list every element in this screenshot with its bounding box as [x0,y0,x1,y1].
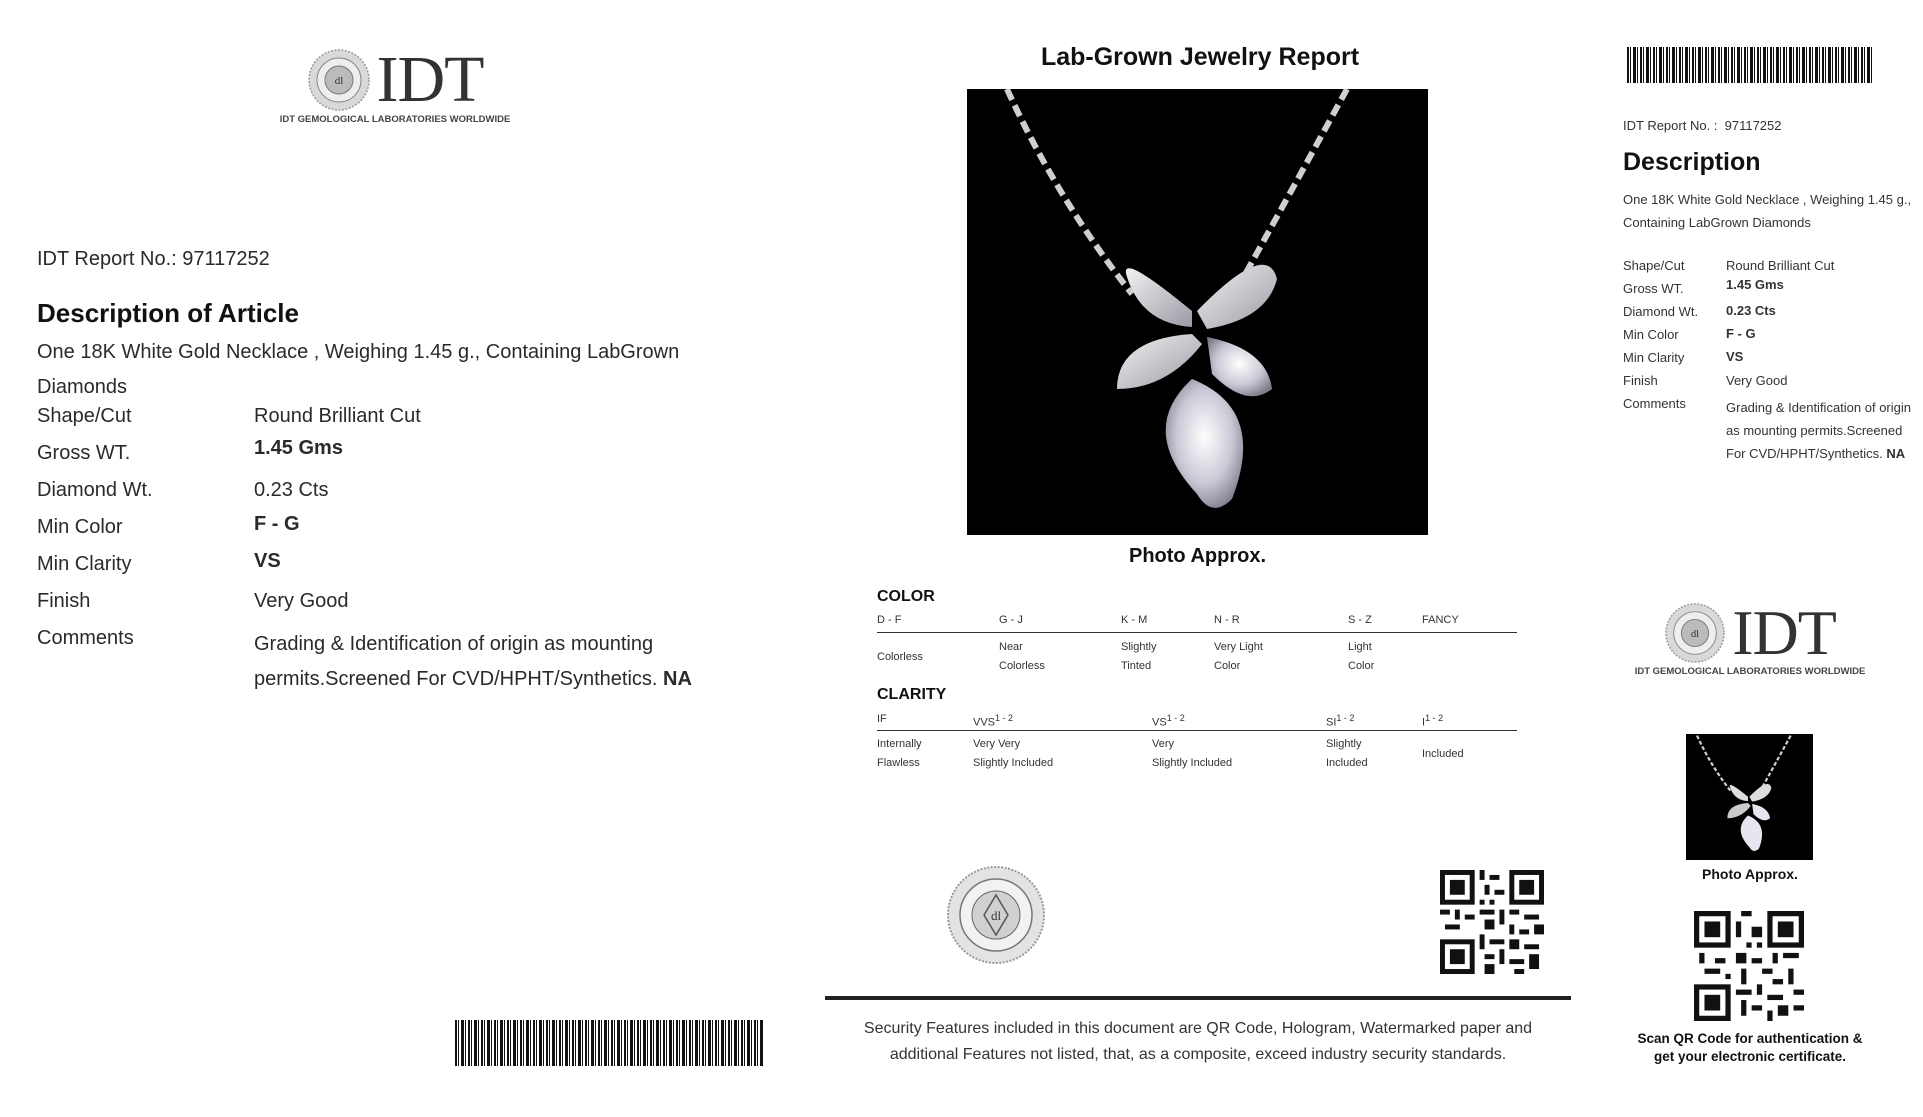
logo-mark: IDT [376,43,484,116]
qr-caption: Scan QR Code for authentication & get your electronic certificate. [1637,1031,1863,1064]
label-comments: Comments [37,627,134,649]
right-value-shape-cut: Round Brilliant Cut [1726,258,1835,273]
clarity-grade-vvs: VVS$^{1 - 2}$ [973,713,1014,729]
value-diamond-wt: 0.23 Cts [254,479,329,501]
clarity-desc-if: Internally Flawless [877,738,922,769]
color-grade-s-z: S - Z [1348,614,1372,626]
clarity-grade-if: IF [877,713,887,725]
label-min-clarity: Min Clarity [37,553,132,575]
hologram-seal-icon [946,865,1046,965]
clarity-grade-si: SI$^{1 - 2}$ [1326,713,1355,729]
idt-logo-right [1635,596,1865,677]
security-notice: Security Features included in this document are QR Code, Hologram, Watermarked paper and additional Features not listed, that, as a composite, exceed industry security standards. [863,1020,1533,1063]
color-grade-g-j: G - J [999,614,1023,626]
right-value-diamond-wt: 0.23 Cts [1726,303,1776,318]
logo-mark-right: IDT [1732,597,1836,668]
value-comments [254,627,724,697]
color-desc-g-j: Near Colorless [999,641,1045,672]
color-desc-s-z: Light Color [1348,641,1375,672]
right-label-shape-cut: Shape/Cut [1623,258,1685,273]
clarity-grade-i: $I^{1 - 2}$ [1422,713,1444,729]
clarity-scale [877,709,1517,769]
idt-seal-icon [307,48,371,112]
clarity-desc-i: Included [1422,748,1464,760]
color-grade-n-r: N - R [1214,614,1240,626]
jewelry-photo [967,89,1428,535]
idt-logo-left [280,42,510,125]
clarity-grade-vs: VS$^{1 - 2}$ [1152,713,1185,729]
right-value-min-color: F - G [1726,326,1756,341]
report-title: Lab-Grown Jewelry Report [1040,43,1360,71]
value-finish: Very Good [254,590,349,612]
color-scale-divider [877,632,1517,633]
color-grade-k-m: K - M [1121,614,1148,626]
clarity-desc-si: Slightly Included [1326,738,1368,769]
right-value-finish: Very Good [1726,373,1788,388]
clarity-desc-vs: Very Slightly Included [1152,738,1233,769]
label-shape-cut: Shape/Cut [37,405,132,427]
article-description: One 18K White Gold Necklace , Weighing 1.45 g., Containing LabGrown Diamonds [37,341,680,398]
clarity-scale-divider [877,730,1517,731]
logo-subtitle-right: IDT GEMOLOGICAL LABORATORIES WORLDWIDE [1634,666,1866,677]
color-grade-d-f: D - F [877,614,902,626]
right-comments-suffix: NA [1886,446,1906,461]
value-min-clarity: VS [254,550,281,572]
svg-text:dl: dl [1691,628,1700,640]
report-number: IDT Report No.: 97117252 [37,248,270,270]
color-scale [877,614,1517,674]
logo-subtitle: IDT GEMOLOGICAL LABORATORIES WORLDWIDE [279,114,511,125]
right-label-min-clarity: Min Clarity [1623,350,1685,365]
label-finish: Finish [37,590,91,612]
right-label-gross-wt: Gross WT. [1623,281,1684,296]
label-diamond-wt: Diamond Wt. [37,479,153,501]
svg-text:dl: dl [990,908,1002,923]
description-heading: Description of Article [37,298,299,328]
barcode-top-right [1627,47,1873,83]
photo-caption: Photo Approx. [1128,545,1267,567]
right-value-gross-wt: 1.45 Gms [1726,277,1784,292]
value-gross-wt: 1.45 Gms [254,437,343,459]
barcode-bottom-left [455,1020,763,1066]
value-min-color: F - G [254,513,300,535]
right-value-min-clarity: VS [1726,349,1744,364]
right-label-comments: Comments [1623,396,1686,411]
clarity-desc-vvs: Very Very Slightly Included [973,738,1054,769]
color-heading: COLOR [877,588,935,605]
right-value-comments: Grading & Identification of origin as mounting permits.Screened For CVD/HPHT/Synthetics. NA [1726,400,1911,461]
value-shape-cut: Round Brilliant Cut [254,405,421,427]
idt-seal-icon-right [1664,602,1726,664]
right-label-min-color: Min Color [1623,327,1679,342]
comments-text: Grading & Identification of origin as mounting permits.Screened For CVD/HPHT/Synthetics. [254,633,658,690]
color-grade-fancy: FANCY [1422,614,1459,626]
right-label-finish: Finish [1623,373,1658,388]
right-description-heading: Description [1623,148,1761,176]
security-divider [825,996,1571,1000]
color-desc-k-m: Slightly Tinted [1121,641,1157,672]
color-desc-d-f: Colorless [877,651,923,663]
svg-text:dl: dl [334,75,343,87]
right-photo-caption: Photo Approx. [1702,866,1798,882]
jewelry-photo-thumbnail [1686,734,1813,860]
clarity-heading: CLARITY [877,686,947,703]
label-gross-wt: Gross WT. [37,442,131,464]
right-article-description: One 18K White Gold Necklace , Weighing 1.45 g., Containing LabGrown Diamonds [1623,192,1912,230]
label-min-color: Min Color [37,516,123,538]
right-label-diamond-wt: Diamond Wt. [1623,304,1699,319]
qr-code-right[interactable] [1694,911,1804,1021]
right-report-number: IDT Report No. : 97117252 [1623,118,1782,133]
qr-code-center[interactable] [1440,870,1544,974]
comments-suffix: NA [663,668,692,690]
color-desc-n-r: Very Light Color [1214,641,1263,672]
